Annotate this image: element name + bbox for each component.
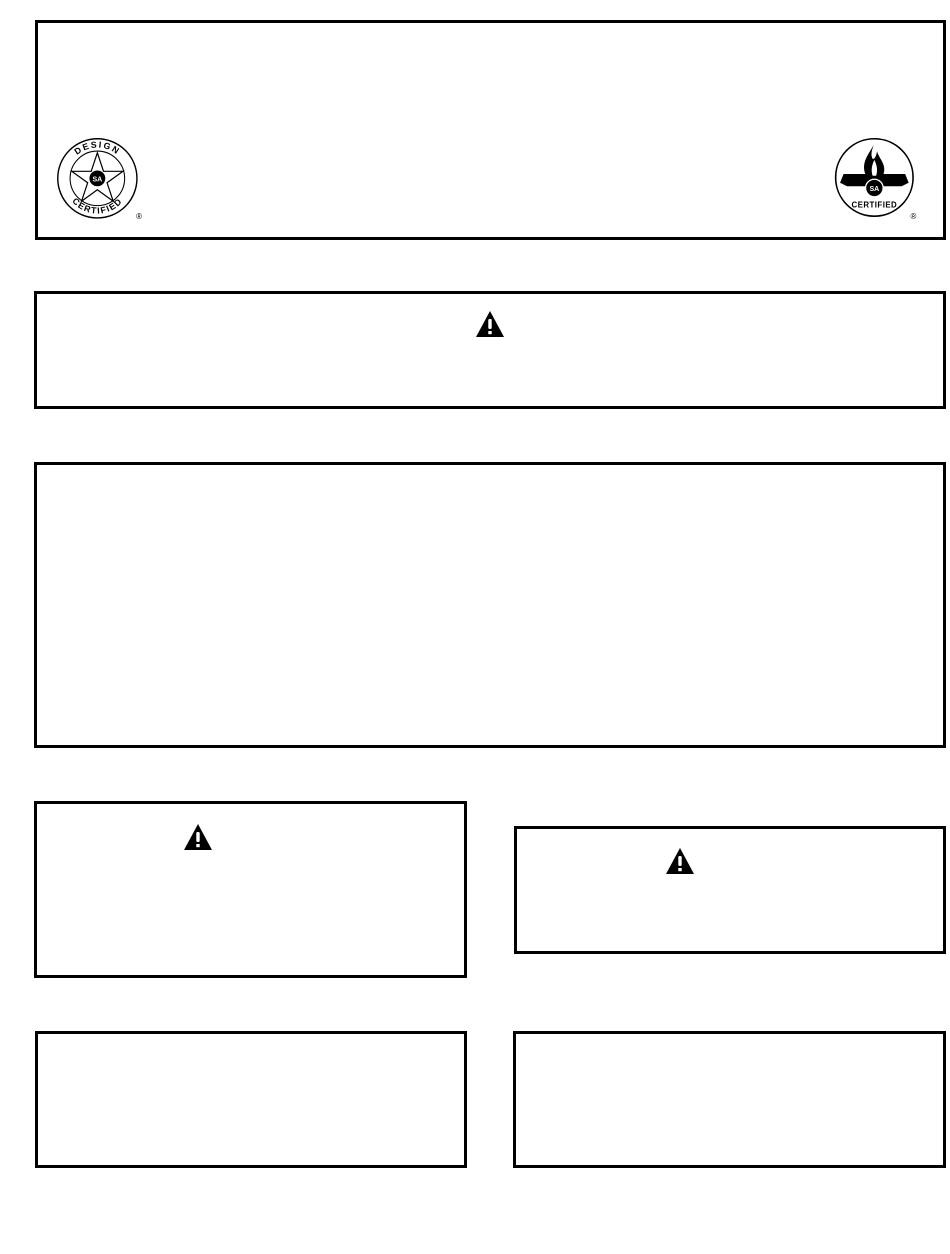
- warning-triangle-icon: [183, 823, 213, 851]
- right-warning-box: [514, 826, 946, 954]
- bottom-left-box: [35, 1031, 467, 1168]
- csa-seal-registered-mark: ®: [910, 211, 917, 221]
- bottom-right-box: [513, 1031, 946, 1168]
- warning-triangle-icon: [665, 847, 695, 875]
- header-box: [35, 20, 946, 240]
- csa-flame-certified-seal: [833, 137, 921, 225]
- design-seal-registered-mark: ®: [136, 211, 142, 221]
- design-seal-top-text: DESIGN: [72, 139, 123, 157]
- design-certified-seal: [56, 137, 144, 225]
- csa-seal-bottom-text: CERTIFIED: [851, 200, 898, 210]
- info-box: [34, 462, 946, 748]
- left-warning-box: [34, 801, 467, 978]
- design-seal-center-text: SA: [92, 176, 103, 184]
- csa-seal-center-text: SA: [869, 186, 880, 194]
- design-seal-bottom-text: CERTIFIED: [70, 195, 125, 216]
- warning-triangle-icon: [475, 310, 505, 338]
- main-warning-box: [34, 291, 946, 409]
